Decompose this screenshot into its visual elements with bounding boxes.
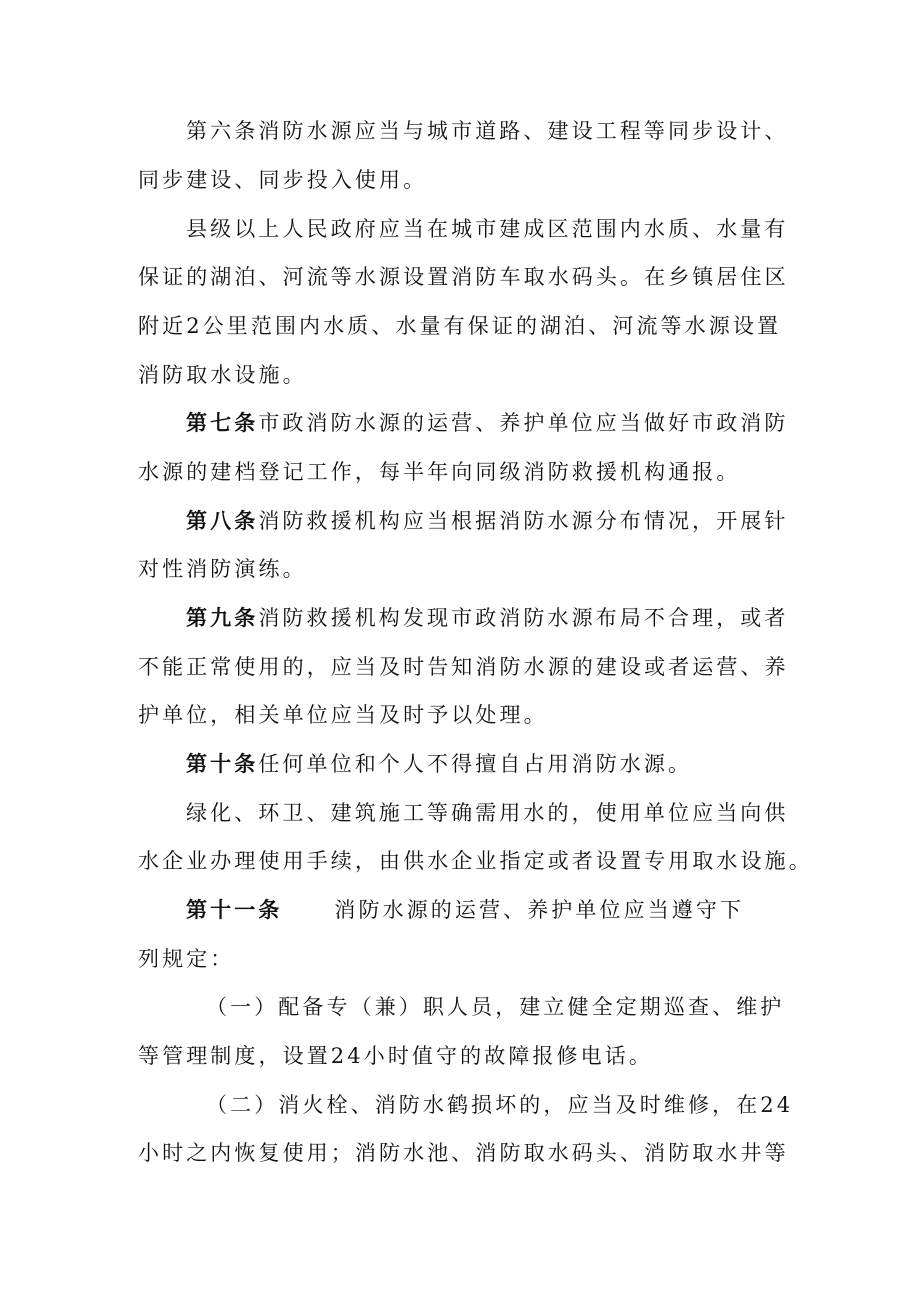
- article-10-text: 任何单位和个人不得擅自占用消防水源。: [258, 752, 693, 776]
- article-6-paragraph-2-line-2: 保证的湖泊、河流等水源设置消防车取水码头。在乡镇居住区: [138, 265, 789, 289]
- article-11-item-1-line-1: （一）配备专（兼）职人员，建立健全定期巡查、维护: [206, 995, 785, 1019]
- article-8-line-1: [186, 507, 789, 535]
- article-7-line-2: 水源的建档登记工作，每半年向同级消防救援机构通报。: [138, 460, 741, 484]
- article-9-text: 消防救援机构发现市政消防水源布局不合理，或者: [258, 606, 789, 630]
- article-11-label: 第十一条: [186, 897, 283, 922]
- article-11-item-2-line-2: 小时之内恢复使用；消防水池、消防取水码头、消防取水井等: [138, 1141, 789, 1165]
- article-11-item-1-line-2: 等管理制度，设置24小时值守的故障报修电话。: [138, 1044, 653, 1068]
- article-9-label: 第九条: [186, 605, 259, 630]
- article-8-label: 第八条: [186, 508, 259, 533]
- article-6-paragraph-2-line-3: 附近2公里范围内水质、水量有保证的湖泊、河流等水源设置: [138, 314, 782, 338]
- article-11-line-2: 列规定：: [138, 947, 235, 971]
- article-11-text: 消防水源的运营、养护单位应当遵守下: [334, 898, 745, 922]
- article-10-line-1: [186, 750, 692, 778]
- article-6-line-2: 同步建设、同步投入使用。: [138, 168, 428, 192]
- article-7-text: 市政消防水源的运营、养护单位应当做好市政消防: [258, 411, 789, 435]
- article-8-text: 消防救援机构应当根据消防水源分布情况，开展针: [258, 509, 789, 533]
- article-6-paragraph-2-line-1: 县级以上人民政府应当在城市建成区范围内水质、水量有: [186, 217, 789, 241]
- article-11-line-1: [186, 896, 744, 924]
- article-10-paragraph-2-line-1: 绿化、环卫、建筑施工等确需用水的，使用单位应当向供: [186, 801, 789, 825]
- article-10-label: 第十条: [186, 751, 259, 776]
- article-7-line-1: [186, 409, 789, 437]
- article-10-paragraph-2-line-2: 水企业办理使用手续，由供水企业指定或者设置专用取水设施。: [138, 849, 813, 873]
- article-11-item-2-line-1: （二）消火栓、消防水鹤损坏的，应当及时维修，在24: [206, 1093, 794, 1117]
- article-8-line-2: 对性消防演练。: [138, 557, 307, 581]
- article-9-line-1: [186, 604, 789, 632]
- article-6-line-1: 第六条消防水源应当与城市道路、建设工程等同步设计、: [186, 119, 789, 143]
- article-6-paragraph-2-line-4: 消防取水设施。: [138, 363, 307, 387]
- article-7-label: 第七条: [186, 410, 259, 435]
- article-9-line-3: 护单位，相关单位应当及时予以处理。: [138, 703, 548, 727]
- article-9-line-2: 不能正常使用的，应当及时告知消防水源的建设或者运营、养: [138, 655, 789, 679]
